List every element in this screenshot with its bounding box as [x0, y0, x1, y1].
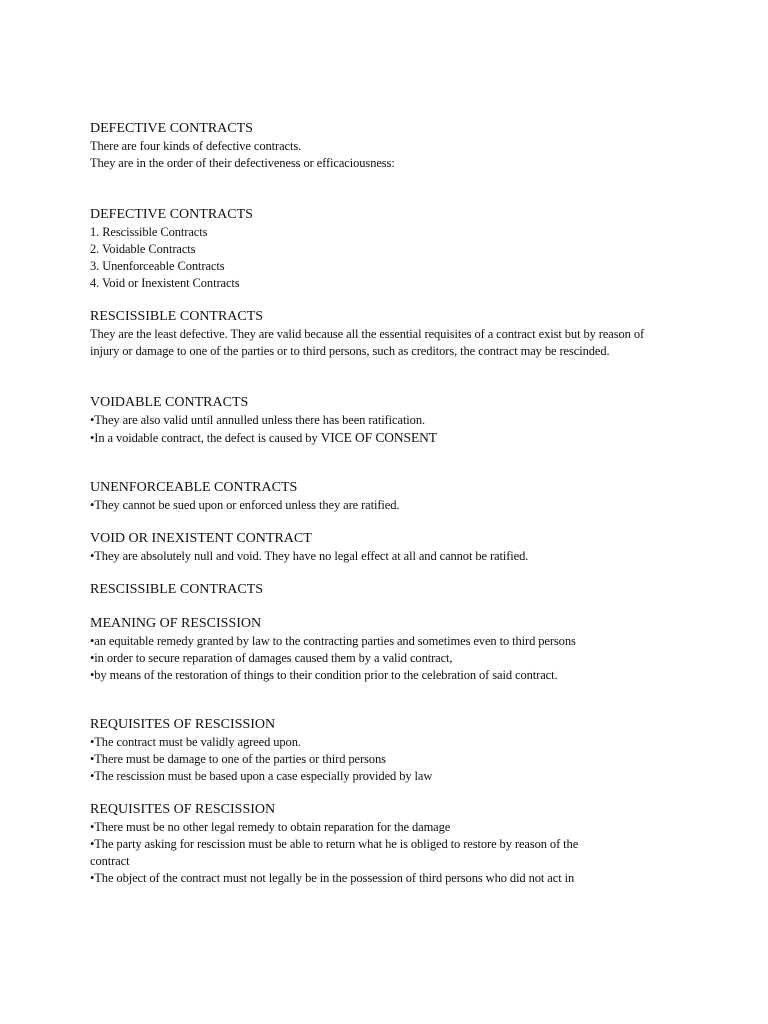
- section-defective-contracts-list: [90, 206, 670, 292]
- section-heading: DEFECTIVE CONTRACTS: [90, 207, 253, 222]
- section-requisites-of-rescission-2: [90, 801, 670, 887]
- bullet-item: •The party asking for rescission must be able to return what he is obliged to restore by reason of the: [90, 837, 579, 851]
- section-rescissible-contracts: [90, 308, 670, 360]
- bullet-item: •in order to secure reparation of damages caused them by a valid contract,: [90, 651, 453, 665]
- section-requisites-of-rescission-1: [90, 716, 670, 785]
- section-heading: MEANING OF RESCISSION: [90, 616, 262, 631]
- bullet-item: •There must be no other legal remedy to obtain reparation for the damage: [90, 820, 451, 834]
- bullet-item: •They cannot be sued upon or enforced unless they are ratified.: [90, 498, 400, 512]
- list-item: 3. Unenforceable Contracts: [90, 259, 225, 273]
- bullet-item: •by means of the restoration of things to their condition prior to the celebration of said contract.: [90, 668, 558, 682]
- section-heading: REQUISITES OF RESCISSION: [90, 802, 276, 817]
- bullet-item: •The rescission must be based upon a case especially provided by law: [90, 769, 433, 783]
- text-line: They are in the order of their defectiveness or efficaciousness:: [90, 156, 395, 170]
- list-item: 2. Voidable Contracts: [90, 242, 196, 256]
- bullet-item: •There must be damage to one of the parties or third persons: [90, 752, 386, 766]
- bullet-item: •The contract must be validly agreed upon.: [90, 735, 301, 749]
- section-unenforceable-contracts: [90, 479, 670, 514]
- bullet-item: •The object of the contract must not legally be in the possession of third persons who did not act in: [90, 871, 575, 885]
- text-line: There are four kinds of defective contracts.: [90, 139, 302, 153]
- bullet-item: •They are absolutely null and void. They have no legal effect at all and cannot be ratified.: [90, 549, 529, 563]
- section-heading: RESCISSIBLE CONTRACTS: [90, 309, 264, 324]
- bullet-item: •They are also valid until annulled unless there has been ratification.: [90, 413, 426, 427]
- list-item: 1. Rescissible Contracts: [90, 225, 208, 239]
- document-body: [90, 120, 670, 887]
- bullet-item: contract: [90, 854, 130, 868]
- section-heading: RESCISSIBLE CONTRACTS: [90, 582, 264, 597]
- emphasis-text: VICE OF CONSENT: [320, 430, 437, 445]
- section-void-inexistent-contract: [90, 530, 670, 565]
- paragraph: They are the least defective. They are valid because all the essential requisites of a contract exist but by reason of injury or damage to one of the parties or to third persons, such as creditors, the contract may be rescinded.: [90, 327, 645, 358]
- section-heading: VOID OR INEXISTENT CONTRACT: [90, 531, 312, 546]
- section-voidable-contracts: [90, 394, 670, 447]
- section-defective-contracts-intro: [90, 120, 670, 172]
- bullet-text: •In a voidable contract, the defect is caused by: [90, 431, 321, 445]
- section-heading: DEFECTIVE CONTRACTS: [90, 121, 253, 136]
- list-item: 4. Void or Inexistent Contracts: [90, 276, 240, 290]
- bullet-item: •an equitable remedy granted by law to the contracting parties and sometimes even to third persons: [90, 634, 576, 648]
- section-heading: UNENFORCEABLE CONTRACTS: [90, 480, 298, 495]
- section-rescissible-contracts-title: [90, 581, 670, 599]
- section-heading: VOIDABLE CONTRACTS: [90, 395, 249, 410]
- bullet-item: [90, 429, 670, 447]
- section-heading: REQUISITES OF RESCISSION: [90, 717, 276, 732]
- section-meaning-of-rescission: [90, 615, 670, 684]
